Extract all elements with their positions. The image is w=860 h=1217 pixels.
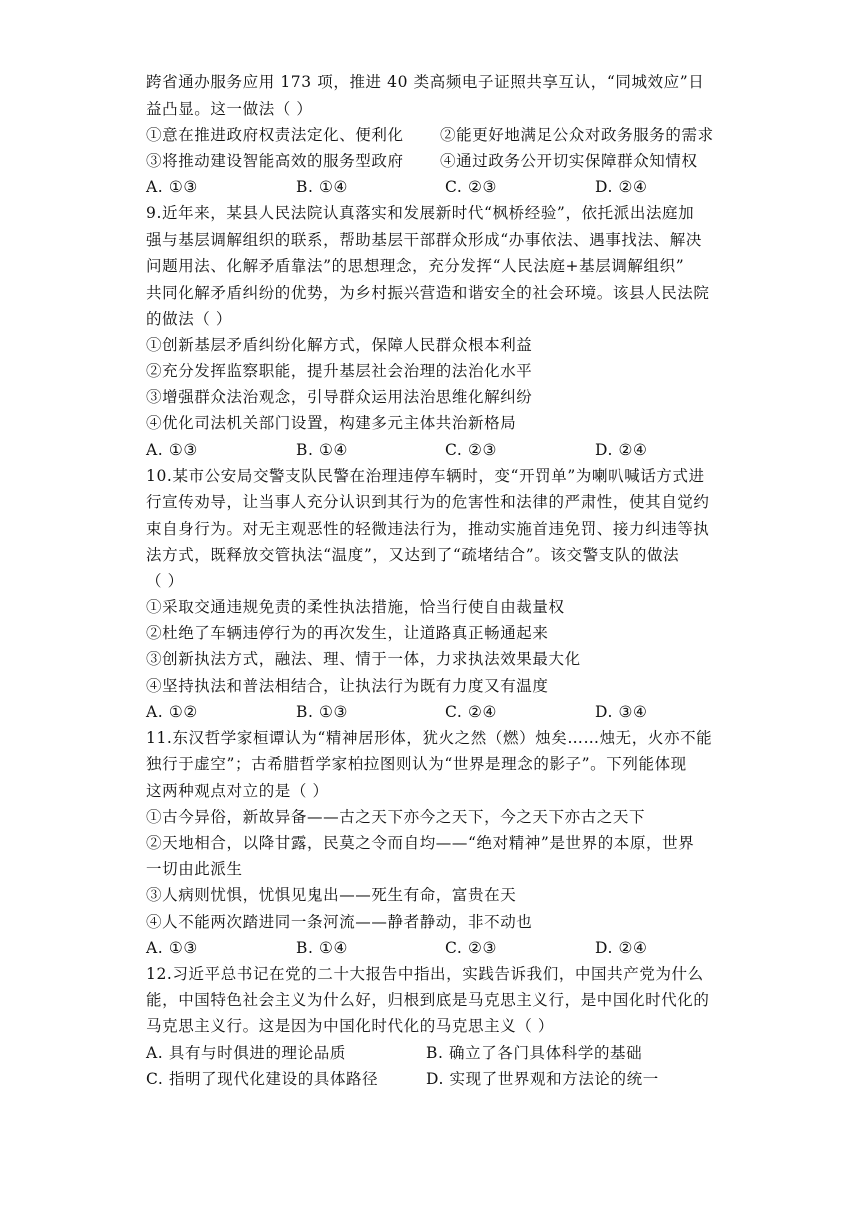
q10-option-c: C. ②④ — [445, 703, 497, 721]
q11-statement-1: ①古今异俗，新故异备——古之天下亦今之天下，今之天下亦古之天下 — [146, 808, 646, 826]
q11-option-a: A. ①③ — [146, 939, 198, 957]
q12-option-c: C. 指明了现代化建设的具体路径 — [146, 1070, 379, 1088]
q10-option-d: D. ③④ — [595, 703, 648, 721]
q12-stem-line: 能，中国特色社会主义为什么好，归根到底是马克思主义行，是中国化时代化的 — [146, 991, 710, 1009]
q12-stem-line: 马克思主义行。这是因为中国化时代化的马克思主义（ ） — [146, 1017, 555, 1035]
q11-statement-3: ③人病则忧惧，忧惧见鬼出——死生有命，富贵在天 — [146, 886, 517, 904]
q11-statement-2: ②天地相合，以降甘露，民莫之令而自均——“绝对精神”是世界的本原，世界 — [146, 834, 695, 852]
q10-statement-1: ①采取交通违规免责的柔性执法措施，恰当行使自由裁量权 — [146, 598, 565, 616]
q8-text-line: 益凸显。这一做法（ ） — [146, 100, 313, 118]
q11-stem-line: 这两种观点对立的是（ ） — [146, 782, 329, 800]
q9-stem-line: 问题用法、化解矛盾靠法”的思想理念，充分发挥“人民法庭+基层调解组织” — [146, 257, 685, 275]
q12-option-a: A. 具有与时俱进的理论品质 — [146, 1044, 346, 1062]
q9-stem-line: 共同化解矛盾纠纷的优势，为乡村振兴营造和谐安全的社会环境。该县人民法院 — [146, 284, 710, 302]
q10-stem-line: 10.某市公安局交警支队民警在治理违停车辆时，变“开罚单”为喇叭喊话方式进 — [146, 467, 705, 485]
q8-option-c: C. ②③ — [445, 178, 497, 196]
q8-statement-1: ①意在推进政府权责法定化、便利化 — [146, 126, 404, 144]
q11-statement-2-cont: 一切由此派生 — [146, 860, 243, 878]
q10-stem-line: 行宣传劝导，让当事人充分认识到其行为的危害性和法律的严肃性，使其自觉约 — [146, 493, 710, 511]
q10-statement-4: ④坚持执法和普法相结合，让执法行为既有力度又有温度 — [146, 677, 549, 695]
q9-stem-line: 的做法（ ） — [146, 310, 233, 328]
q12-option-b: B. 确立了各门具体科学的基础 — [426, 1044, 643, 1062]
q9-stem-line: 强与基层调解组织的联系，帮助基层干部群众形成“办事依法、遇事找法、解决 — [146, 231, 702, 249]
q12-stem-line: 12.习近平总书记在党的二十大报告中指出，实践告诉我们，中国共产党为什么 — [146, 965, 704, 983]
q8-option-a: A. ①③ — [146, 178, 198, 196]
q9-stem-line: 9.近年来，某县人民法院认真落实和发展新时代“枫桥经验”，依托派出法庭加 — [146, 204, 695, 222]
q9-option-a: A. ①③ — [146, 441, 198, 459]
q8-statement-4: ④通过政务公开切实保障群众知情权 — [440, 152, 698, 170]
q8-option-d: D. ②④ — [595, 178, 648, 196]
q8-text-line: 跨省通办服务应用 173 项，推进 40 类高频电子证照共享互认，“同城效应”日 — [146, 73, 705, 91]
q12-option-d: D. 实现了世界观和方法论的统一 — [426, 1070, 659, 1088]
q9-option-d: D. ②④ — [595, 441, 648, 459]
q11-option-b: B. ①④ — [296, 939, 349, 957]
q11-stem-line: 11.东汉哲学家桓谭认为“精神居形体，犹火之然（燃）烛矣……烛无，火亦不能 — [146, 729, 713, 747]
q9-statement-3: ③增强群众法治观念，引导群众运用法治思维化解纠纷 — [146, 388, 533, 406]
q10-stem-line: （ ） — [146, 572, 184, 590]
q10-option-a: A. ①② — [146, 703, 198, 721]
q10-stem-line: 法方式，既释放交管执法“温度”，又达到了“疏堵结合”。该交警支队的做法 — [146, 546, 680, 564]
q8-statement-3: ③将推动建设智能高效的服务型政府 — [146, 152, 404, 170]
q8-statement-2: ②能更好地满足公众对政务服务的需求 — [440, 126, 714, 144]
q9-statement-1: ①创新基层矛盾纠纷化解方式，保障人民群众根本利益 — [146, 336, 533, 354]
q9-option-b: B. ①④ — [296, 441, 349, 459]
q8-option-b: B. ①④ — [296, 178, 349, 196]
q11-option-d: D. ②④ — [595, 939, 648, 957]
q9-statement-2: ②充分发挥监察职能，提升基层社会治理的法治化水平 — [146, 362, 533, 380]
q11-option-c: C. ②③ — [445, 939, 497, 957]
q9-option-c: C. ②③ — [445, 441, 497, 459]
q11-stem-line: 独行于虚空”；古希腊哲学家柏拉图则认为“世界是理念的影子”。下列能体现 — [146, 755, 687, 773]
q9-statement-4: ④优化司法机关部门设置，构建多元主体共治新格局 — [146, 414, 517, 432]
q10-stem-line: 束自身行为。对无主观恶性的轻微违法行为，推动实施首违免罚、接力纠违等执 — [146, 520, 710, 538]
q10-statement-2: ②杜绝了车辆违停行为的再次发生，让道路真正畅通起来 — [146, 624, 549, 642]
q10-option-b: B. ①③ — [296, 703, 349, 721]
q10-statement-3: ③创新执法方式，融法、理、情于一体，力求执法效果最大化 — [146, 650, 581, 668]
q11-statement-4: ④人不能两次踏进同一条河流——静者静动，非不动也 — [146, 913, 533, 931]
